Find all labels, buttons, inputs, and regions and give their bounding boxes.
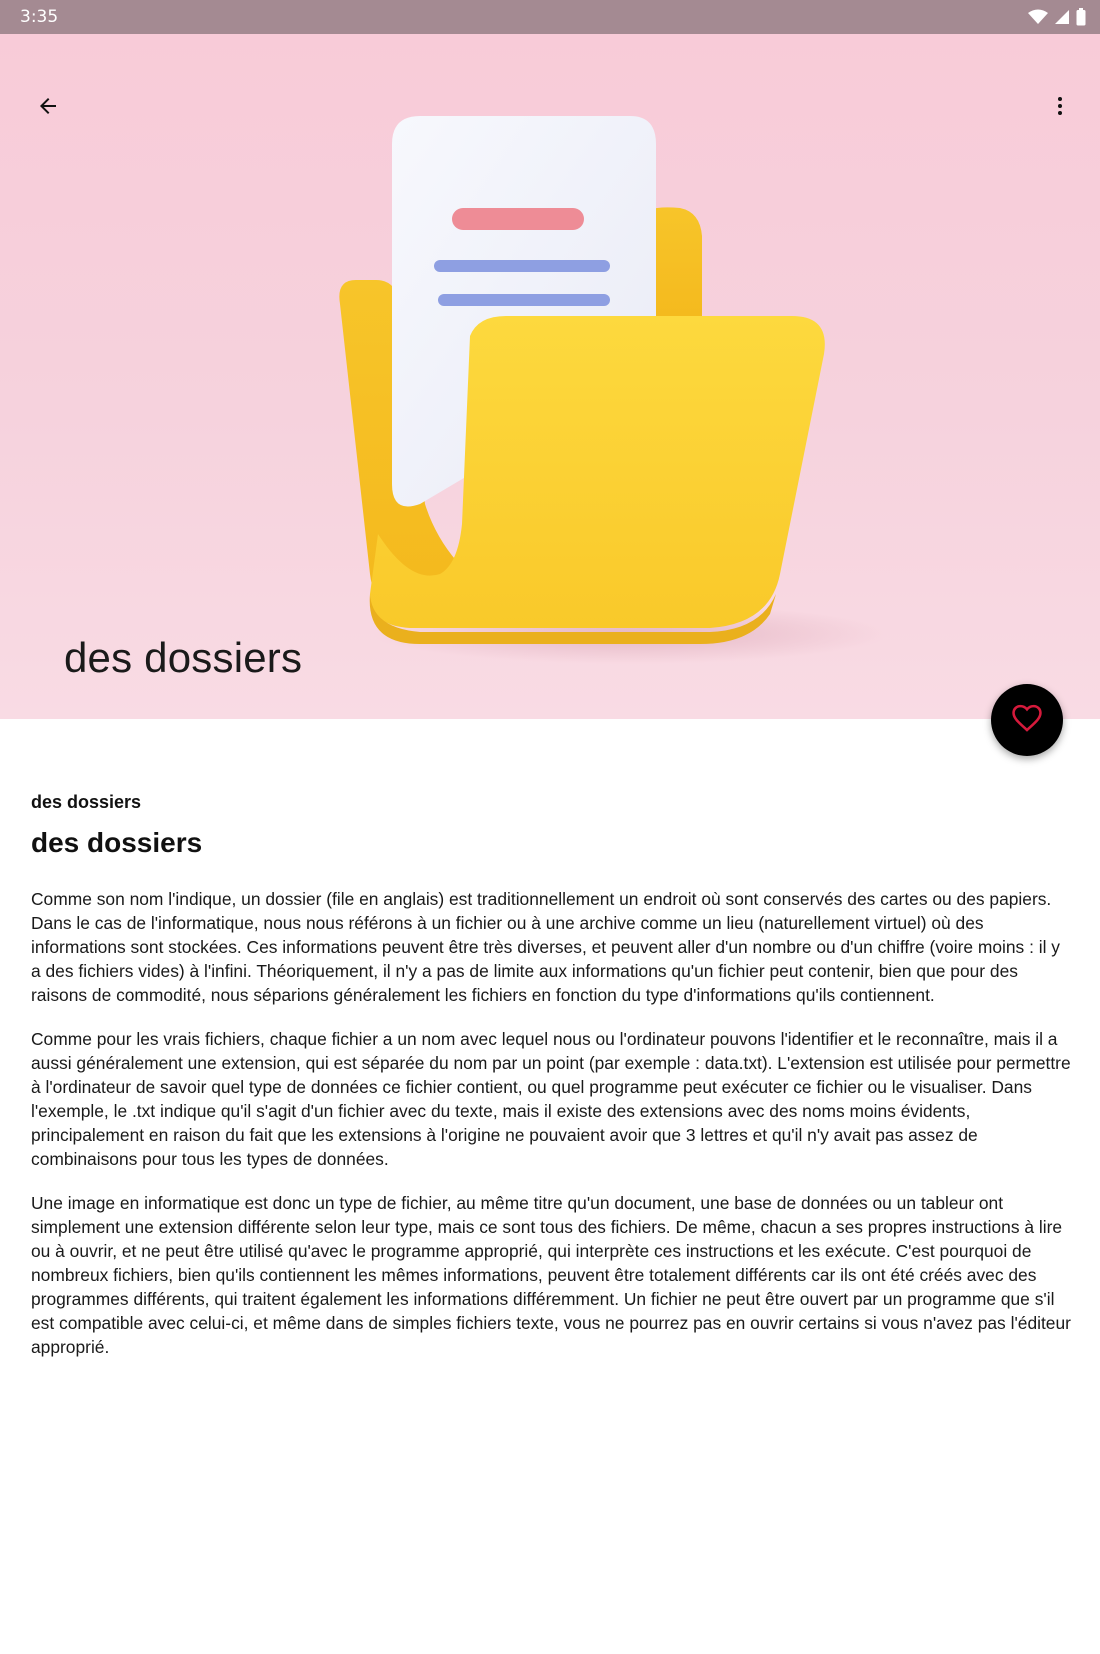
article-heading: des dossiers — [31, 827, 203, 858]
favorite-button[interactable] — [991, 684, 1063, 756]
heart-outline-icon — [1010, 701, 1044, 740]
more-vertical-icon — [1048, 94, 1072, 123]
article-paragraph: Comme pour les vrais fichiers, chaque fichier a un nom avec lequel nous ou l'ordinateur pouvons l'identifier et le reconnaître, mais il a aussi généralement une extension, qui est séparée du nom par un point (par exemple : data.txt). L'extension est utilisée pour permettre à l'ordinateur de savoir quel type de données ce fichier contient, ou quel programme peut exécuter ce fichier ou le visualiser. Dans l'exemple, le .txt indique qu'il s'agit d'un fichier avec du texte, mais il existe des extensions avec des noms moins évidents, principalement en raison du fait que les extensions à l'origine ne pouvaient avoir que 3 lettres et qu'il n'y avait pas assez de combinaisons pour tous les types de données. — [31, 1029, 1071, 1169]
article-paragraph: Une image en informatique est donc un type de fichier, au même titre qu'un document, une base de données ou un tableur ont simplement une extension différente selon leur type, mais ce sont tous des fichiers. De même, chacun a ses propres instructions à lire ou à ouvrir, et ne peut être utilisé qu'avec le programme approprié, qui interprète ces instructions et les exécute. C'est pourquoi de nombreux fichiers, bien qu'ils contiennent les mêmes informations, peuvent être totalement différents car ils ont été créés avec des programmes différents, qui traitent également les informations différemment. Un fichier ne peut être ouvert par un programme que s'il est compatible avec celui-ci, et même dans de simples fichiers texte, vous ne pourrez pas en ouvrir certains si vous n'avez pas l'éditeur approprié. — [31, 1193, 1071, 1357]
status-icons — [1028, 8, 1086, 26]
status-time: 3:35 — [20, 7, 59, 27]
article-paragraph: Comme son nom l'indique, un dossier (file en anglais) est traditionnellement un endroit où sont conservés des cartes ou des papiers. Dans le cas de l'informatique, nous nous référons à un fichier ou à une archive comme un lieu (naturellement virtuel) où des informations sont stockées. Ces informations peuvent être très diverses, et peuvent aller d'un nombre ou d'un chiffre (voire moins : il y a des fichiers vides) à l'infini. Théoriquement, il n'y a pas de limite aux informations qu'un fichier peut contenir, bien que pour des raisons de commodité, nous séparions généralement les fichiers en fonction du type d'informations qu'ils contiennent. — [31, 889, 1061, 1005]
more-options-button[interactable] — [1036, 84, 1084, 132]
back-button[interactable] — [24, 84, 72, 132]
arrow-left-icon — [36, 94, 60, 123]
article-content — [31, 792, 1071, 1379]
hero-title: des dossiers — [64, 634, 303, 681]
wifi-icon — [1028, 9, 1048, 25]
hero-header — [0, 34, 1100, 719]
signal-icon — [1054, 9, 1070, 25]
status-bar — [0, 0, 1100, 34]
battery-icon — [1076, 8, 1086, 26]
folder-illustration — [330, 104, 870, 644]
article-subtitle: des dossiers — [31, 792, 142, 812]
